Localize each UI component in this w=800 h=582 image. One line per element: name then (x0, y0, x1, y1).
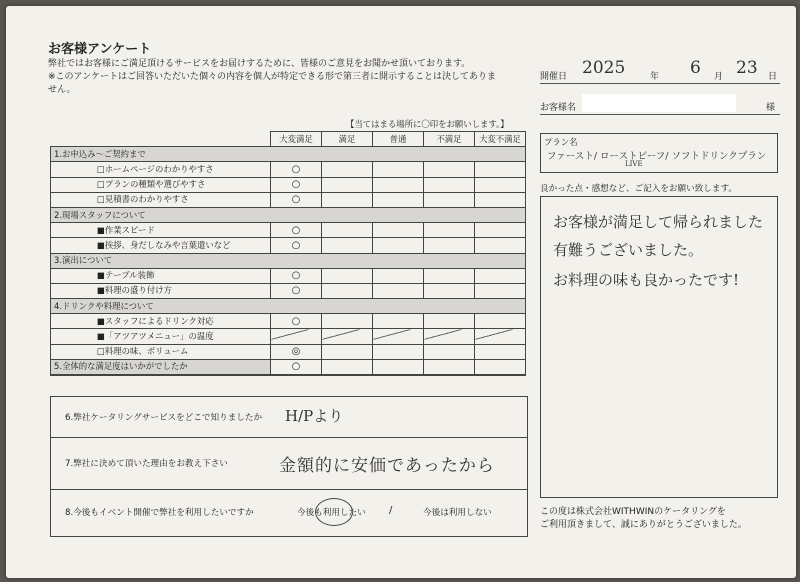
question-8-label: 8.今後もイベント開催で弊社を利用したいですか (65, 508, 254, 518)
date-label: 開催日 (540, 72, 568, 82)
rating-cell[interactable] (475, 177, 526, 192)
question-6-answer[interactable]: H/Pより (285, 407, 344, 425)
rating-cell[interactable] (475, 192, 526, 207)
rating-row (51, 314, 526, 329)
rating-cell-na (322, 329, 373, 344)
question-7-label: 7.弊社に決めて頂いた理由をお教え下さい (65, 459, 228, 469)
rating-header-row (51, 132, 526, 147)
rating-cell[interactable] (424, 283, 475, 298)
rating-cell-na (271, 329, 322, 344)
section-label: 3.演出について (51, 253, 526, 268)
thanks-line-1: この度は株式会社WITHWINのケータリングを (540, 507, 726, 517)
rating-row (51, 162, 526, 177)
date-underline (540, 83, 780, 84)
rating-cell[interactable] (373, 359, 424, 375)
rating-cell[interactable] (424, 177, 475, 192)
rating-cell[interactable] (475, 359, 526, 375)
customer-name-label: お客様名 (540, 103, 577, 113)
item-label: □見積書のわかりやすさ (51, 192, 271, 207)
rating-cell[interactable] (373, 238, 424, 253)
section-row (51, 359, 526, 375)
rating-cell[interactable] (475, 223, 526, 238)
item-label: ■「アツアツメニュー」の温度 (51, 329, 271, 344)
rating-cell[interactable] (373, 223, 424, 238)
item-label: ■作業スピード (51, 223, 271, 238)
rating-cell[interactable] (373, 162, 424, 177)
rating-cell[interactable] (475, 268, 526, 283)
item-label: □料理の味、ボリューム (51, 344, 271, 359)
section-row (51, 147, 526, 162)
comments-label: 良かった点・感想など、ご記入をお願い致します。 (540, 184, 737, 194)
rating-cell[interactable] (475, 238, 526, 253)
rating-mark[interactable]: ○ (271, 192, 322, 207)
rating-cell[interactable] (475, 344, 526, 359)
day-value[interactable]: 23 (736, 58, 758, 78)
intro-line-2: ※このアンケートはご回答いただいた個々の内容を個人が特定できる形で第三者に開示することは決してありま (48, 72, 497, 82)
form-title: お客様アンケート (48, 42, 152, 57)
rating-cell[interactable] (424, 344, 475, 359)
section-label: 1.お申込み～ご契約まで (51, 147, 526, 162)
plan-value-sub[interactable]: LIVE (625, 160, 643, 168)
col-dissatisfied: 不満足 (424, 132, 475, 147)
comment-line-2: 有難うございました。 (553, 241, 704, 259)
rating-cell[interactable] (424, 238, 475, 253)
plan-value[interactable]: ファースト/ ローストビーフ/ ソフトドリンクプラン (547, 151, 767, 162)
rating-cell[interactable] (424, 359, 475, 375)
rating-mark[interactable]: ○ (271, 268, 322, 283)
rating-mark[interactable]: ○ (271, 162, 322, 177)
survey-sheet (6, 6, 796, 578)
rating-mark[interactable]: ◎ (271, 344, 322, 359)
rating-row (51, 223, 526, 238)
customer-name-redacted[interactable] (582, 94, 736, 112)
col-neutral: 普通 (373, 132, 424, 147)
rating-cell[interactable] (322, 192, 373, 207)
section-row (51, 207, 526, 222)
intro-line-3: せん。 (48, 85, 76, 95)
rating-mark[interactable]: ○ (271, 177, 322, 192)
rating-cell-na (475, 329, 526, 344)
question-7-answer[interactable]: 金額的に安価であったから (279, 456, 495, 476)
item-label: ■料理の盛り付け方 (51, 283, 271, 298)
rating-row (51, 192, 526, 207)
customer-name-suffix: 様 (766, 103, 776, 113)
comment-line-3: お料理の味も良かったです! (553, 271, 740, 289)
section-label: 5.全体的な満足度はいかがでしたか (51, 359, 271, 375)
option-yes[interactable]: 今後も利用したい (297, 508, 366, 518)
item-label: ■スタッフによるドリンク対応 (51, 314, 271, 329)
rating-cell[interactable] (322, 238, 373, 253)
rating-table (50, 131, 526, 376)
rating-cell[interactable] (475, 283, 526, 298)
thanks-note (540, 506, 790, 532)
rating-cell[interactable] (373, 344, 424, 359)
rating-row (51, 344, 526, 359)
year-unit: 年 (650, 72, 660, 82)
rating-mark[interactable]: ○ (271, 238, 322, 253)
rating-cell[interactable] (322, 177, 373, 192)
rating-mark[interactable]: ○ (271, 314, 322, 329)
rating-cell[interactable] (322, 314, 373, 329)
rating-row (51, 268, 526, 283)
header-blank (51, 132, 271, 147)
rating-cell[interactable] (373, 192, 424, 207)
section-row (51, 253, 526, 268)
month-value[interactable]: 6 (690, 58, 701, 78)
rating-row (51, 329, 526, 344)
rating-mark[interactable]: ○ (271, 359, 322, 375)
year-value[interactable]: 2025 (582, 58, 626, 78)
rating-cell[interactable] (322, 223, 373, 238)
rating-row (51, 238, 526, 253)
section-label: 2.現場スタッフについて (51, 207, 526, 222)
rating-cell[interactable] (322, 162, 373, 177)
col-satisfied: 満足 (322, 132, 373, 147)
plan-box (540, 133, 778, 173)
rating-cell[interactable] (475, 314, 526, 329)
month-unit: 月 (714, 72, 724, 82)
rating-cell[interactable] (322, 268, 373, 283)
question-6-label: 6.弊社ケータリングサービスをどこで知りましたか (65, 413, 263, 423)
section-row (51, 299, 526, 314)
rating-cell-na (424, 329, 475, 344)
question-8-box (50, 490, 528, 537)
rating-cell[interactable] (424, 223, 475, 238)
item-label: □ホームページのわかりやすさ (51, 162, 271, 177)
intro-line-1: 弊社ではお客様にご満足頂けるサービスをお届けするために、皆様のご意見をお聞かせ頂いております。 (48, 59, 471, 69)
comment-line-1: お客様が満足して帰られました (553, 213, 764, 231)
question-6-box (50, 396, 528, 438)
question-7-box (50, 437, 528, 490)
rating-cell-na (373, 329, 424, 344)
rating-mark[interactable]: ○ (271, 283, 322, 298)
comments-box[interactable] (540, 196, 778, 498)
selected-circle-icon (315, 498, 353, 526)
rating-cell[interactable] (322, 344, 373, 359)
plan-label: プラン名 (544, 137, 578, 147)
item-label: ■挨拶、身だしなみや言葉遣いなど (51, 238, 271, 253)
day-unit: 日 (768, 72, 778, 82)
item-label: □プランの種類や選びやすさ (51, 177, 271, 192)
rating-cell[interactable] (424, 314, 475, 329)
rating-cell[interactable] (373, 283, 424, 298)
form-intro (48, 58, 528, 97)
rating-row (51, 177, 526, 192)
name-underline (540, 114, 780, 115)
rating-cell[interactable] (424, 162, 475, 177)
option-no[interactable]: 今後は利用しない (423, 508, 492, 518)
rating-cell[interactable] (475, 162, 526, 177)
rating-cell[interactable] (424, 192, 475, 207)
section-label: 4.ドリンクや料理について (51, 299, 526, 314)
rating-cell[interactable] (424, 268, 475, 283)
rating-cell[interactable] (322, 359, 373, 375)
item-label: ■テーブル装飾 (51, 268, 271, 283)
rating-row (51, 283, 526, 298)
rating-mark[interactable]: ○ (271, 223, 322, 238)
rating-cell[interactable] (322, 283, 373, 298)
option-separator: / (389, 505, 393, 516)
option-yes-wrap[interactable] (297, 506, 366, 518)
rating-cell[interactable] (373, 314, 424, 329)
instruction-note: 【当てはまる場所に〇印をお願いします。】 (346, 119, 509, 129)
thanks-line-2: ご利用頂きまして、誠にありがとうございました。 (540, 520, 747, 530)
rating-cell[interactable] (373, 177, 424, 192)
rating-cell[interactable] (373, 268, 424, 283)
col-very-dissatisfied: 大変不満足 (475, 132, 526, 147)
col-very-satisfied: 大変満足 (271, 132, 322, 147)
